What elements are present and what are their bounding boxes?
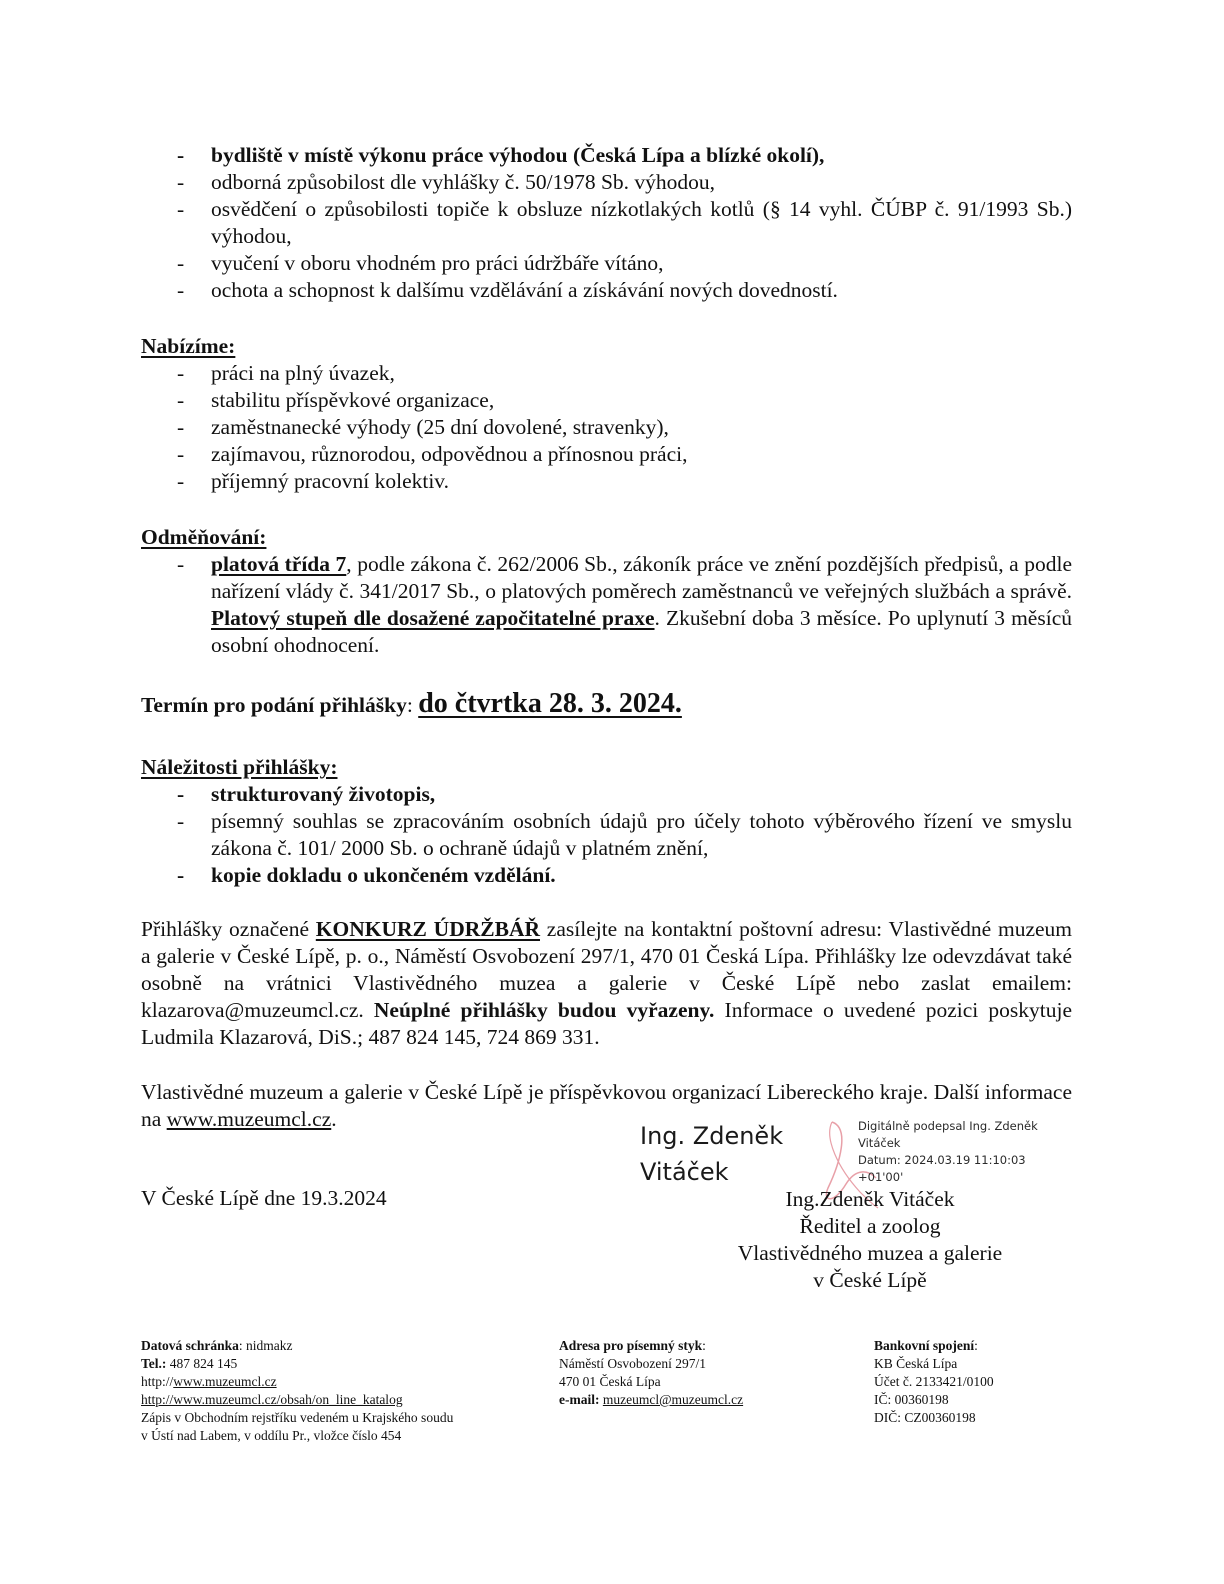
list-item: [141, 142, 1072, 169]
list-item: [141, 250, 1072, 277]
address-city: 470 01 Česká Lípa: [559, 1374, 661, 1389]
bullet-dash: -: [177, 442, 185, 466]
list-item: [141, 808, 1072, 862]
footer-contact: [141, 1337, 541, 1445]
list-item-text: práci na plný úvazek,: [211, 361, 395, 385]
submission-warning: Neúplné přihlášky budou vyřazeny.: [373, 998, 715, 1022]
salary-class: platová třída 7: [211, 552, 347, 576]
footer-register: Zápis v Obchodním rejstříku vedeném u Krajského soudu: [141, 1410, 454, 1425]
list-item: [141, 441, 1072, 468]
signature-meta-line: +01'00': [858, 1170, 904, 1184]
footer-email-link[interactable]: muzeumcl@muzeumcl.cz: [602, 1392, 744, 1407]
submission-paragraph: [141, 916, 1072, 1051]
address-street: Náměstí Osvobození 297/1: [559, 1356, 706, 1371]
company-id: IČ: 00360198: [874, 1392, 949, 1407]
bullet-dash: -: [177, 863, 185, 887]
deadline-label: Termín pro podání přihlášky: [141, 693, 407, 717]
list-item-text: písemný souhlas se zpracováním osobních údajů pro účely tohoto výběrového řízení ve smyslu zákona č. 101/ 2000 Sb. o ochraně údajů v platném znění,: [211, 809, 1072, 860]
deadline-colon: :: [406, 693, 419, 717]
list-item: [141, 862, 1072, 889]
bullet-dash: -: [177, 170, 185, 194]
bullet-dash: -: [177, 782, 185, 806]
list-item-text: zajímavou, různorodou, odpovědnou a přínosnou práci,: [211, 442, 688, 466]
footer-address: [559, 1337, 839, 1409]
offer-section: [141, 333, 1072, 495]
signature-name-line: Ing. Zdeněk: [640, 1122, 784, 1150]
list-item-text: vyučení v oboru vhodném pro práci údržbáře vítáno,: [211, 251, 664, 275]
signature-name-line: Vitáček: [640, 1158, 729, 1186]
bullet-dash: -: [177, 388, 185, 412]
signatory-name: Ing.Zdeněk Vitáček: [785, 1187, 955, 1211]
salary-probation-text: . Zkušební doba 3 měsíce. Po uplynutí 3 měsíců osobní ohodnocení.: [211, 606, 1072, 657]
vat-id: DIČ: CZ00360198: [874, 1410, 976, 1425]
web-prefix: http://: [141, 1374, 174, 1389]
list-item: [141, 387, 1072, 414]
salary-heading: Odměňování:: [141, 525, 267, 549]
bank-account: Účet č. 2133421/0100: [874, 1374, 994, 1389]
signatory-block: [700, 1186, 1040, 1294]
salary-section: [141, 524, 1072, 659]
list-item-text: bydliště v místě výkonu práce výhodou (Česká Lípa a blízké okolí),: [211, 143, 825, 167]
list-item-text: osvědčení o způsobilosti topiče k obsluze nízkotlakých kotlů (§ 14 vyhl. ČÚBP č. 91/1993 Sb.) výhodou,: [211, 197, 1072, 248]
list-item-text: ochota a schopnost k dalšímu vzdělávání a získávání nových dovedností.: [211, 278, 838, 302]
bullet-dash: -: [177, 278, 185, 302]
bullet-dash: -: [177, 469, 185, 493]
bullet-dash: -: [177, 251, 185, 275]
digital-signature-meta: [858, 1118, 1038, 1186]
footer-bank: [874, 1337, 1074, 1427]
about-text: Vlastivědné muzeum a galerie v České Lípě je příspěvkovou organizací Libereckého kraje. Další informace na: [141, 1080, 1072, 1131]
address-label: Adresa pro písemný styk: [559, 1338, 703, 1353]
footer-register: v Ústí nad Labem, v oddílu Pr., vložce číslo 454: [141, 1428, 402, 1443]
signatory-org: Vlastivědného muzea a galerie: [737, 1241, 1003, 1265]
bullet-dash: -: [177, 197, 185, 221]
about-end: .: [331, 1107, 337, 1131]
offer-heading: Nabízíme:: [141, 334, 236, 358]
submission-tag: KONKURZ ÚDRŽBÁŘ: [315, 917, 540, 941]
footer-data-box: [141, 1337, 541, 1355]
application-section: [141, 754, 1072, 889]
salary-grade: Platový stupeň dle dosažené započitatelné praxe: [211, 606, 655, 630]
bullet-dash: -: [177, 552, 185, 576]
bank-label: Bankovní spojení: [874, 1338, 975, 1353]
footer-web: [141, 1373, 541, 1391]
bullet-dash: -: [177, 143, 185, 167]
list-item: [141, 551, 1072, 659]
address-colon: :: [702, 1338, 706, 1353]
signature-meta-line: Datum: 2024.03.19 11:10:03: [858, 1153, 1026, 1167]
submission-text: zasílejte na kontaktní poštovní adresu: Vlastivědné muzeum a galerie v České Lípě, p. o., Náměstí Osvobození 297/1, 470 01 Česká Lípa. Přihlášky lze odevzdávat také osobně na vrátnici Vlastivědného muzea a galerie v České Lípě nebo zaslat emailem: klazarova@muzeumcl.cz.: [141, 917, 1073, 1022]
salary-text: , podle zákona č. 262/2006 Sb., zákoník práce ve znění pozdějších předpisů, a podle nařízení vlády č. 341/2017 Sb., o platových poměrech zaměstnanců ve veřejných službách a správě.: [211, 552, 1072, 603]
list-item: [141, 781, 1072, 808]
email-label: e-mail:: [559, 1392, 600, 1407]
signatory-role: Ředitel a zoolog: [799, 1214, 941, 1238]
footer-web-link[interactable]: www.muzeumcl.cz: [173, 1374, 277, 1389]
list-item: [141, 468, 1072, 495]
bullet-dash: -: [177, 415, 185, 439]
phone-value: 487 824 145: [166, 1356, 238, 1371]
bank-colon: :: [974, 1338, 978, 1353]
signatory-org: v České Lípě: [813, 1268, 927, 1292]
phone-label: Tel.:: [141, 1356, 167, 1371]
submission-prefix: Přihlášky označené: [141, 917, 316, 941]
bullet-dash: -: [177, 361, 185, 385]
digital-signature-name: [640, 1118, 783, 1190]
list-item: [141, 277, 1072, 304]
bullet-dash: -: [177, 809, 185, 833]
place-date: V České Lípě dne 19.3.2024: [141, 1186, 387, 1210]
website-link[interactable]: www.muzeumcl.cz: [166, 1107, 332, 1131]
list-item-text: zaměstnanecké výhody (25 dní dovolené, stravenky),: [211, 415, 669, 439]
data-box-label: Datová schránka: [141, 1338, 239, 1353]
data-box-value: : nidmakz: [238, 1338, 293, 1353]
bank-name: KB Česká Lípa: [874, 1356, 958, 1371]
signature-meta-line: Digitálně podepsal Ing. Zdeněk: [858, 1119, 1038, 1133]
list-item: [141, 196, 1072, 250]
deadline-section: [141, 690, 1072, 719]
deadline-date: do čtvrtka 28. 3. 2024.: [418, 688, 682, 719]
list-item-text: příjemný pracovní kolektiv.: [211, 469, 450, 493]
footer-phone: [141, 1355, 541, 1373]
list-item-text: odborná způsobilost dle vyhlášky č. 50/1978 Sb. výhodou,: [211, 170, 716, 194]
list-item: [141, 414, 1072, 441]
list-item-text: kopie dokladu o ukončeném vzdělání.: [211, 863, 556, 887]
list-item: [141, 169, 1072, 196]
application-heading: Náležitosti přihlášky:: [141, 755, 338, 779]
list-item-text: strukturovaný životopis,: [211, 782, 436, 806]
signature-meta-line: Vitáček: [858, 1136, 901, 1150]
submission-contact: Informace o uvedené pozici poskytuje Ludmila Klazarová, DiS.; 487 824 145, 724 869 331.: [141, 998, 1072, 1049]
footer-catalog-link[interactable]: http://www.muzeumcl.cz/obsah/on_line_katalog: [141, 1392, 403, 1407]
list-item-text: stabilitu příspěvkové organizace,: [211, 388, 495, 412]
requirements-list: [141, 142, 1072, 304]
list-item: [141, 360, 1072, 387]
